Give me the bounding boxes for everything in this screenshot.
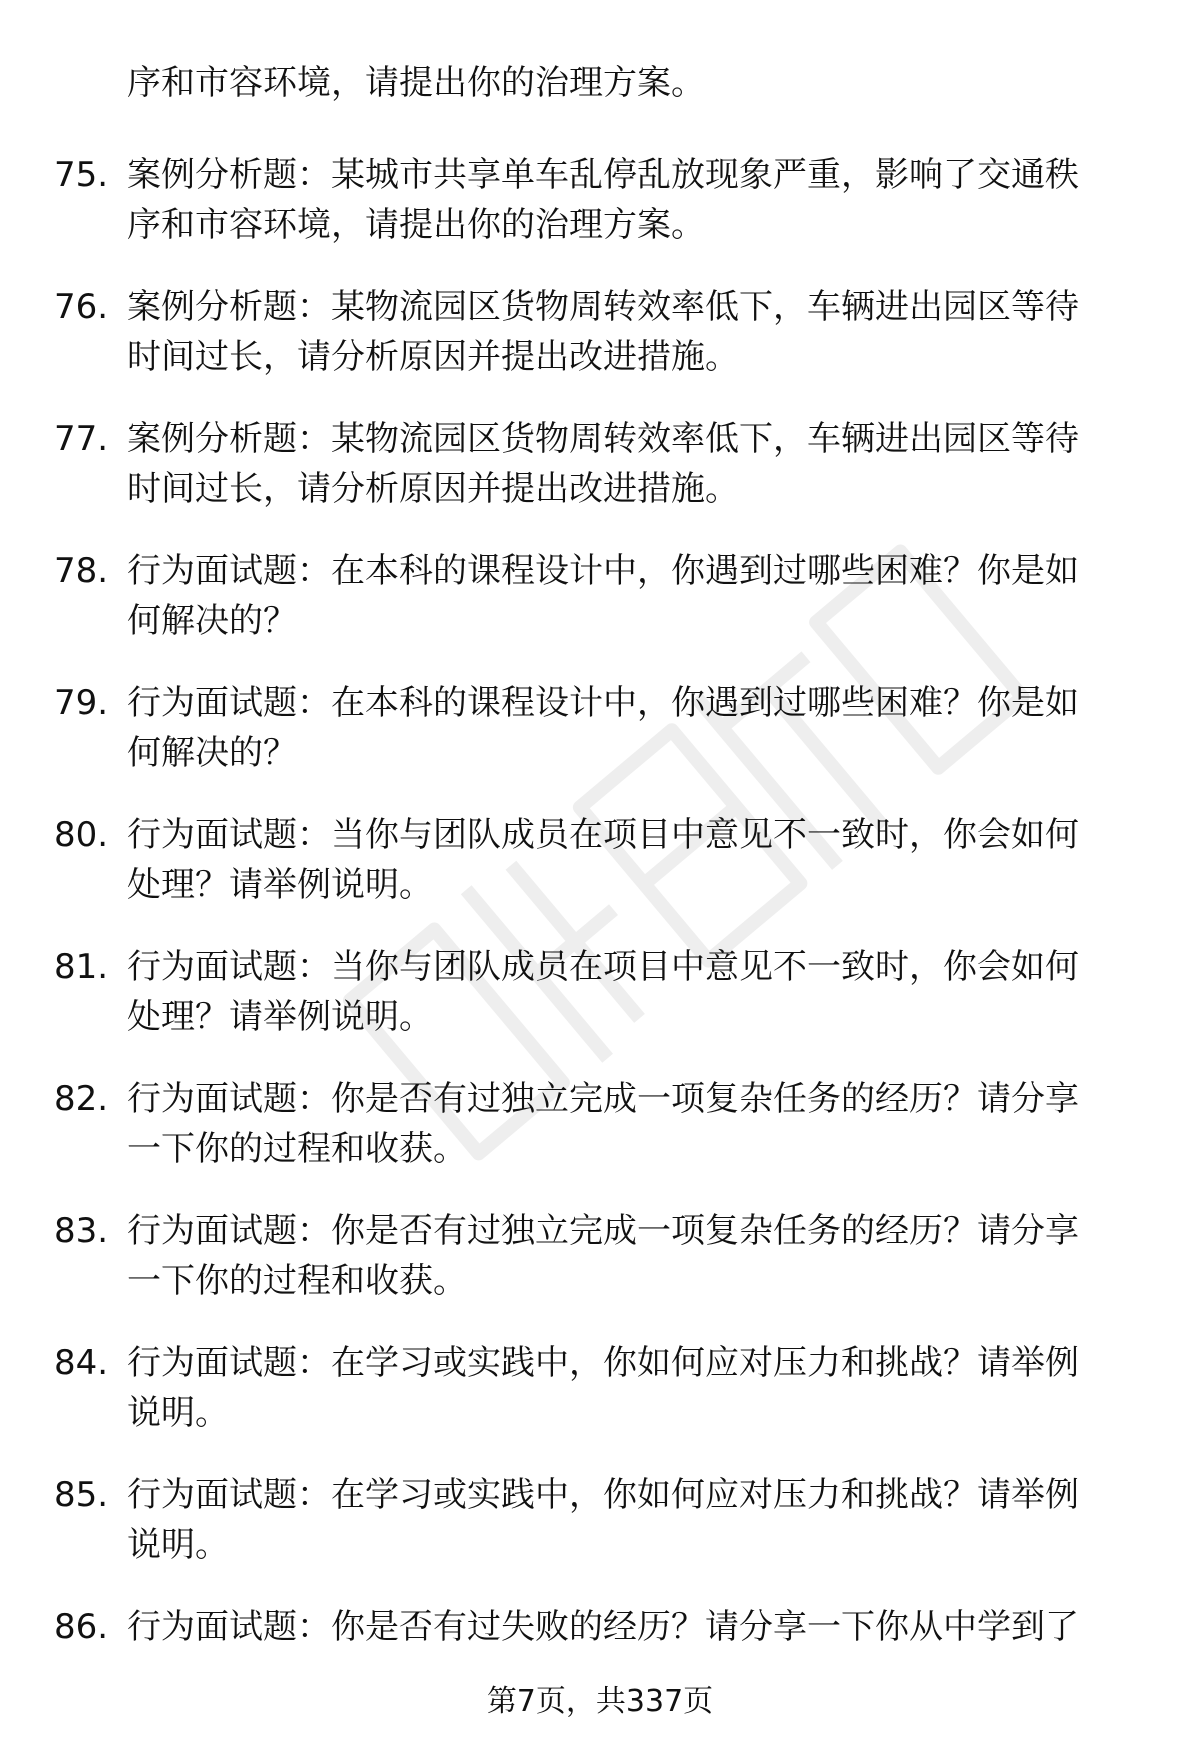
question-list [0,150,1200,1734]
page-number: 第7页，共337页 [486,1684,714,1719]
question-number: 83. [54,1211,109,1251]
question-text-line: 时间过长，请分析原因并提出改进措施。 [127,337,739,377]
question-text-line: 何解决的？ [127,601,297,641]
question-number: 75. [54,155,109,195]
question-text-line: 行为面试题：你是否有过独立完成一项复杂任务的经历？请分享 [127,1211,1079,1251]
continued-question-text: 序和市容环境，请提出你的治理方案。 [127,63,705,103]
question-text-line: 行为面试题：在本科的课程设计中，你遇到过哪些困难？你是如 [127,551,1079,591]
question-item [0,1470,1200,1602]
question-item [0,414,1200,546]
question-text-line: 时间过长，请分析原因并提出改进措施。 [127,469,739,509]
question-text-line: 处理？请举例说明。 [127,865,433,905]
question-text-line: 行为面试题：在学习或实践中，你如何应对压力和挑战？请举例 [127,1343,1079,1383]
question-text-line: 行为面试题：你是否有过独立完成一项复杂任务的经历？请分享 [127,1079,1079,1119]
question-text-line: 何解决的？ [127,733,297,773]
question-text-line: 案例分析题：某物流园区货物周转效率低下，车辆进出园区等待 [127,287,1079,327]
question-number: 77. [54,419,109,459]
question-number: 82. [54,1079,109,1119]
question-item [0,1338,1200,1470]
question-text-line: 行为面试题：在本科的课程设计中，你遇到过哪些困难？你是如 [127,683,1079,723]
question-text-line: 案例分析题：某物流园区货物周转效率低下，车辆进出园区等待 [127,419,1079,459]
question-item [0,678,1200,810]
question-number: 79. [54,683,109,723]
question-number: 78. [54,551,109,591]
question-text-line: 行为面试题：在学习或实践中，你如何应对压力和挑战？请举例 [127,1475,1079,1515]
question-number: 84. [54,1343,109,1383]
question-text-line: 一下你的过程和收获。 [127,1261,467,1301]
question-item [0,150,1200,282]
question-item [0,942,1200,1074]
question-item [0,1206,1200,1338]
question-number: 81. [54,947,109,987]
question-text-line: 处理？请举例说明。 [127,997,433,1037]
question-number: 80. [54,815,109,855]
question-text-line: 行为面试题：当你与团队成员在项目中意见不一致时，你会如何 [127,947,1079,987]
question-item [0,282,1200,414]
question-number: 76. [54,287,109,327]
question-item [0,546,1200,678]
question-text-line: 行为面试题：你是否有过失败的经历？请分享一下你从中学到了 [127,1607,1079,1647]
question-text-line: 说明。 [127,1393,229,1433]
question-number: 86. [54,1607,109,1647]
question-text-line: 序和市容环境，请提出你的治理方案。 [127,205,705,245]
question-text-line: 行为面试题：当你与团队成员在项目中意见不一致时，你会如何 [127,815,1079,855]
question-item [0,1074,1200,1206]
question-number: 85. [54,1475,109,1515]
question-text-line: 一下你的过程和收获。 [127,1129,467,1169]
question-text-line: 说明。 [127,1525,229,1565]
question-text-line: 案例分析题：某城市共享单车乱停乱放现象严重，影响了交通秩 [127,155,1079,195]
question-item [0,810,1200,942]
